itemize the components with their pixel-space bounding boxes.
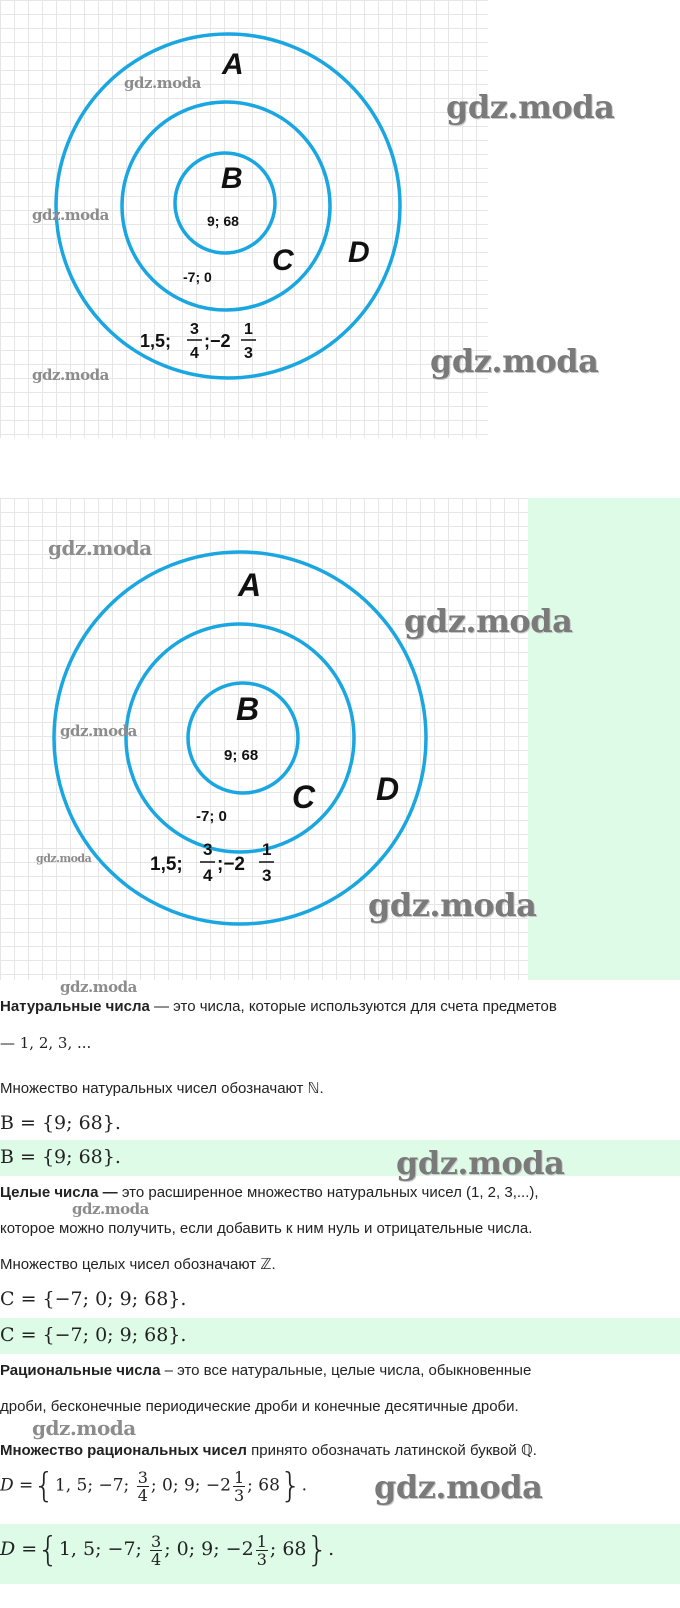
set-d-frac1-den: 4 — [190, 345, 199, 362]
label-a: A — [222, 48, 244, 81]
d-set-frac2 — [256, 1533, 268, 1568]
set-d-elements-prefix: 1,5; — [140, 331, 172, 351]
set-b-elements: 9; 68 — [224, 747, 259, 764]
watermark: gdz.moda — [396, 1144, 565, 1182]
brace-open: { — [37, 1530, 59, 1570]
set-d-frac2-den: 3 — [244, 345, 253, 362]
set-d-frac1-den: 4 — [203, 866, 213, 885]
d-set-lhs: D = — [0, 1538, 38, 1560]
rational-def: – это все натуральные, целые числа, обыкновенные — [160, 1362, 532, 1379]
circle-c — [126, 624, 354, 852]
natural-notation: Множество натуральных чисел обозначают ℕ. — [0, 1080, 324, 1097]
brace-close: } — [279, 1466, 302, 1506]
watermark: gdz.moda — [60, 978, 137, 996]
watermark: gdz.moda — [36, 852, 92, 865]
set-d-frac2-num: 1 — [262, 840, 272, 859]
d-set-c: ; 68 — [269, 1538, 307, 1560]
brace-open: { — [33, 1466, 55, 1506]
set-d-mid: ;−2 — [204, 331, 231, 351]
natural-term: Натуральные числа — [0, 998, 150, 1015]
d-set-c: ; 68 — [247, 1475, 280, 1496]
natural-definition — [0, 998, 557, 1016]
label-c: C — [292, 779, 316, 815]
d-set-end: . — [328, 1538, 335, 1560]
natural-def: — это числа, которые используются для счета предметов — [149, 998, 557, 1015]
b-set-plain: B = {9; 68}. — [0, 1112, 121, 1134]
integer-def: это расширенное множество натуральных чисел (1, 2, 3,...), — [117, 1184, 539, 1201]
d-set-b: ; 0; 9; −2 — [150, 1475, 231, 1496]
watermark: gdz.moda — [32, 1416, 136, 1440]
rational-notation — [0, 1442, 537, 1460]
d-set-frac2-den: 3 — [233, 1485, 245, 1505]
d-set-frac2 — [233, 1469, 245, 1504]
label-b: B — [236, 691, 260, 727]
brace-close: } — [306, 1530, 329, 1570]
rational-definition — [0, 1362, 531, 1380]
watermark: gdz.moda — [32, 366, 109, 384]
d-set-frac1 — [150, 1533, 162, 1568]
d-set-frac2-den: 3 — [256, 1549, 267, 1569]
label-d: D — [376, 771, 400, 807]
watermark: gdz.moda — [72, 1200, 149, 1218]
set-c-elements: -7; 0 — [183, 269, 212, 285]
label-b: B — [221, 162, 243, 195]
set-d-frac2-num: 1 — [244, 321, 253, 338]
set-d-elements-prefix: 1,5; — [150, 854, 183, 875]
set-c-elements: -7; 0 — [196, 808, 227, 825]
d-set-frac1-den: 4 — [137, 1485, 148, 1505]
watermark: gdz.moda — [124, 74, 201, 92]
watermark: gdz.moda — [404, 602, 573, 640]
watermark: gdz.moda — [60, 722, 137, 740]
d-set-a: 1, 5; −7; — [54, 1475, 130, 1496]
d-set-frac2-num: 1 — [233, 1467, 245, 1487]
watermark: gdz.moda — [446, 88, 615, 126]
d-set-plain — [0, 1466, 307, 1506]
d-set-a: 1, 5; −7; — [58, 1538, 142, 1560]
rational-definition-2: дроби, бесконечные периодические дроби и конечные десятичные дроби. — [0, 1398, 519, 1415]
label-a: A — [238, 567, 262, 603]
watermark: gdz.moda — [48, 536, 152, 560]
d-set-frac1-num: 3 — [151, 1531, 162, 1551]
set-d-frac1-num: 3 — [203, 840, 213, 859]
circle-c — [122, 102, 330, 310]
d-set-lhs: D = — [0, 1475, 34, 1496]
rational-notation-rest: принято обозначать латинской буквой ℚ. — [246, 1442, 537, 1459]
label-d: D — [348, 236, 370, 269]
integer-notation: Множество целых чисел обозначают ℤ. — [0, 1256, 276, 1273]
set-d-frac1-num: 3 — [190, 321, 199, 338]
integer-term: Целые числа — — [0, 1184, 118, 1201]
rational-term: Рациональные числа — [0, 1362, 161, 1379]
label-c: C — [272, 244, 294, 277]
d-set-b: ; 0; 9; −2 — [164, 1538, 254, 1560]
d-set-end: . — [301, 1475, 307, 1496]
rational-notation-term: Множество рациональных чисел — [0, 1442, 247, 1459]
natural-examples: — 1, 2, 3, ... — [0, 1034, 92, 1052]
d-set-frac2-num: 1 — [256, 1531, 267, 1551]
set-d-mid: ;−2 — [217, 854, 245, 875]
c-set-answer: C = {−7; 0; 9; 68}. — [0, 1324, 187, 1346]
set-d-frac2-den: 3 — [262, 866, 272, 885]
b-set-answer: B = {9; 68}. — [0, 1146, 121, 1168]
watermark: gdz.moda — [374, 1468, 543, 1506]
watermark: gdz.moda — [430, 342, 599, 380]
d-set-frac1-den: 4 — [151, 1549, 162, 1569]
d-set-frac1 — [137, 1469, 149, 1504]
c-set-plain: C = {−7; 0; 9; 68}. — [0, 1288, 187, 1310]
d-set-frac1-num: 3 — [137, 1467, 148, 1487]
highlight-strip — [528, 498, 680, 980]
d-set-answer — [0, 1530, 334, 1570]
watermark: gdz.moda — [368, 886, 537, 924]
set-b-elements: 9; 68 — [207, 213, 239, 229]
integer-definition-2: которое можно получить, если добавить к ним нуль и отрицательные числа. — [0, 1220, 533, 1237]
watermark: gdz.moda — [32, 206, 109, 224]
